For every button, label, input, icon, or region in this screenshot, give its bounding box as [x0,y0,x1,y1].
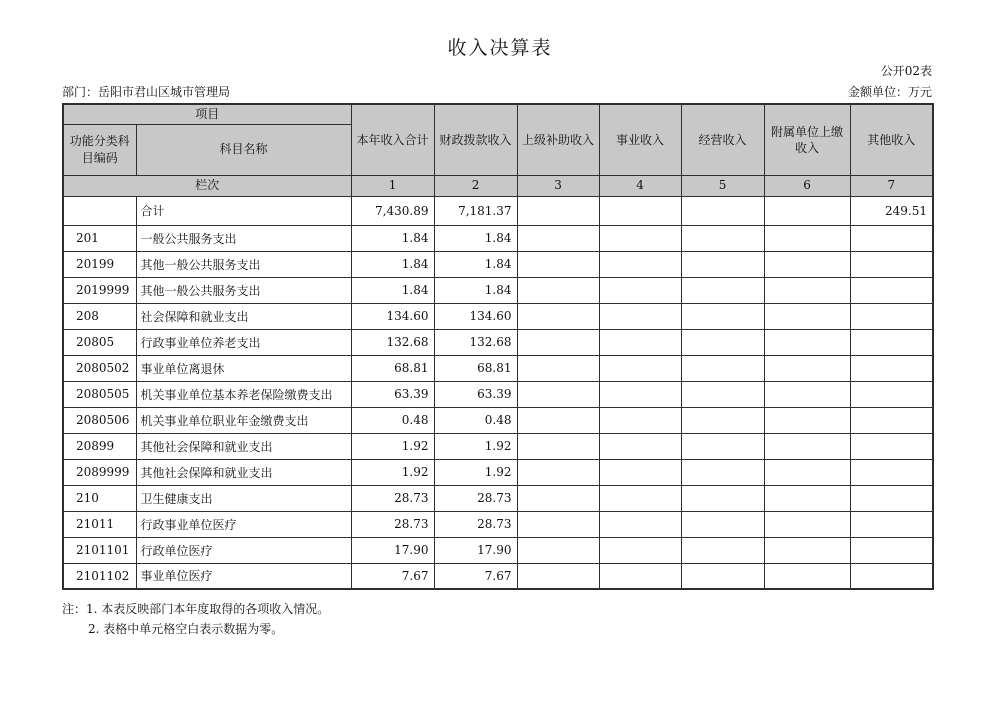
value-cell [517,196,599,225]
column-index: 5 [681,175,764,196]
value-cell [517,277,599,303]
subject-code-cell: 2019999 [63,277,136,303]
value-cell [517,433,599,459]
table-row [63,433,933,459]
table-row [63,225,933,251]
value-cell [599,433,681,459]
value-cell [599,277,681,303]
value-cell [681,381,764,407]
subject-name-cell: 事业单位医疗 [136,563,351,589]
value-cell [850,303,933,329]
value-cell [517,225,599,251]
value-cell [764,303,850,329]
value-cell [681,433,764,459]
subject-code-cell: 2080502 [63,355,136,381]
subject-code-cell: 210 [63,485,136,511]
value-cell [599,355,681,381]
table-row [63,303,933,329]
subject-code-cell: 2080505 [63,381,136,407]
value-cell [850,381,933,407]
column-index: 1 [351,175,434,196]
value-cell: 132.68 [351,329,434,355]
value-cell [764,485,850,511]
value-cell: 134.60 [434,303,517,329]
value-cell: 17.90 [434,537,517,563]
value-cell [681,277,764,303]
footnote-2: 2. 表格中单元格空白表示数据为零。 [88,622,284,636]
value-cell [850,433,933,459]
value-cell: 7,181.37 [434,196,517,225]
value-cell [599,537,681,563]
subject-code-cell: 2080506 [63,407,136,433]
value-cell [517,407,599,433]
income-table-body [63,196,933,589]
value-cell [599,251,681,277]
value-cell [517,511,599,537]
value-cell [764,329,850,355]
subject-name-cell: 行政事业单位养老支出 [136,329,351,355]
value-cell: 63.39 [434,381,517,407]
value-cell [599,381,681,407]
value-cell: 7,430.89 [351,196,434,225]
value-cell [681,196,764,225]
column-index: 2 [434,175,517,196]
value-cell [599,459,681,485]
table-row [63,485,933,511]
value-cell [850,225,933,251]
value-cell: 7.67 [434,563,517,589]
value-cell: 68.81 [351,355,434,381]
subject-name-cell: 合计 [136,196,351,225]
subject-name-cell: 行政事业单位医疗 [136,511,351,537]
value-cell [850,277,933,303]
footnote-1: 注：1. 本表反映部门本年度取得的各项收入情况。 [62,602,330,616]
value-cell: 1.92 [434,459,517,485]
subject-name-cell: 行政单位医疗 [136,537,351,563]
value-cell: 63.39 [351,381,434,407]
table-row [63,407,933,433]
value-cell [681,251,764,277]
header-col-superior-subsidy: 上级补助收入 [517,104,599,175]
value-cell [517,355,599,381]
header-col-fiscal-allocation: 财政拨款收入 [434,104,517,175]
subject-code-cell: 2101101 [63,537,136,563]
header-subject-name: 科目名称 [136,124,351,175]
page-title: 收入决算表 [447,37,553,59]
income-table-header [63,104,933,196]
value-cell [764,381,850,407]
table-row [63,537,933,563]
value-cell [599,407,681,433]
value-cell [681,329,764,355]
value-cell [764,433,850,459]
value-cell [599,563,681,589]
value-cell [850,563,933,589]
value-cell [764,196,850,225]
value-cell [517,251,599,277]
value-cell [850,251,933,277]
value-cell [850,537,933,563]
table-row [63,511,933,537]
value-cell [517,485,599,511]
table-row [63,381,933,407]
header-col-total-income: 本年收入合计 [351,104,434,175]
subject-name-cell: 一般公共服务支出 [136,225,351,251]
income-table [62,103,934,590]
value-cell [681,459,764,485]
subject-name-cell: 其他社会保障和就业支出 [136,433,351,459]
total-row [63,196,933,225]
column-index: 4 [599,175,681,196]
value-cell: 134.60 [351,303,434,329]
footnotes [62,599,329,639]
value-cell [681,355,764,381]
value-cell [517,563,599,589]
header-subject-code: 功能分类科目编码 [63,124,136,175]
value-cell [850,407,933,433]
value-cell [681,225,764,251]
subject-name-cell: 其他一般公共服务支出 [136,277,351,303]
value-cell: 0.48 [434,407,517,433]
value-cell [764,355,850,381]
subject-code-cell: 21011 [63,511,136,537]
value-cell [681,485,764,511]
value-cell [850,485,933,511]
header-col-business-income: 事业收入 [599,104,681,175]
table-row [63,563,933,589]
value-cell: 132.68 [434,329,517,355]
value-cell [599,485,681,511]
value-cell: 1.84 [351,251,434,277]
header-col-affiliate-remit: 附属单位上缴收入 [764,104,850,175]
form-code-label: 公开02表 [880,64,932,78]
value-cell [850,329,933,355]
meta-row [62,83,932,100]
table-row [63,277,933,303]
value-cell: 28.73 [434,511,517,537]
subject-code-cell: 201 [63,225,136,251]
value-cell: 1.92 [434,433,517,459]
value-cell [681,563,764,589]
value-cell [599,196,681,225]
value-cell: 7.67 [351,563,434,589]
value-cell [599,329,681,355]
value-cell [517,381,599,407]
subject-name-cell: 其他社会保障和就业支出 [136,459,351,485]
subject-name-cell: 社会保障和就业支出 [136,303,351,329]
value-cell [850,511,933,537]
value-cell: 1.84 [434,251,517,277]
value-cell [681,511,764,537]
subject-code-cell: 20199 [63,251,136,277]
value-cell: 1.84 [434,225,517,251]
subject-code-cell [63,196,136,225]
value-cell [517,537,599,563]
column-index: 7 [850,175,933,196]
value-cell: 1.84 [351,225,434,251]
subject-code-cell: 208 [63,303,136,329]
header-col-other-income: 其他收入 [850,104,933,175]
subject-code-cell: 2089999 [63,459,136,485]
value-cell [764,251,850,277]
subject-name-cell: 其他一般公共服务支出 [136,251,351,277]
value-cell [517,329,599,355]
value-cell: 0.48 [351,407,434,433]
column-index: 6 [764,175,850,196]
column-index: 3 [517,175,599,196]
value-cell: 17.90 [351,537,434,563]
value-cell [764,277,850,303]
header-col-operating-income: 经营收入 [681,104,764,175]
table-row [63,355,933,381]
value-cell: 28.73 [351,485,434,511]
value-cell: 68.81 [434,355,517,381]
table-row [63,459,933,485]
value-cell [764,459,850,485]
value-cell: 1.84 [351,277,434,303]
subject-name-cell: 事业单位离退休 [136,355,351,381]
header-row-project [63,104,933,124]
value-cell [764,407,850,433]
value-cell: 28.73 [434,485,517,511]
value-cell [764,225,850,251]
header-project: 项目 [63,104,351,124]
value-cell [681,303,764,329]
header-column-index-label: 栏次 [63,175,351,196]
value-cell: 1.92 [351,433,434,459]
subject-code-cell: 20899 [63,433,136,459]
value-cell [599,225,681,251]
subject-code-cell: 20805 [63,329,136,355]
department-label: 部门：岳阳市君山区城市管理局 [62,85,231,99]
subject-name-cell: 机关事业单位职业年金缴费支出 [136,407,351,433]
value-cell [850,459,933,485]
value-cell [599,303,681,329]
subject-name-cell: 机关事业单位基本养老保险缴费支出 [136,381,351,407]
value-cell [599,511,681,537]
table-row [63,329,933,355]
value-cell [764,511,850,537]
value-cell: 28.73 [351,511,434,537]
value-cell [517,459,599,485]
value-cell [764,537,850,563]
value-cell: 249.51 [850,196,933,225]
unit-label: 金额单位：万元 [847,85,932,99]
value-cell [517,303,599,329]
value-cell: 1.92 [351,459,434,485]
value-cell [764,563,850,589]
subject-code-cell: 2101102 [63,563,136,589]
value-cell [681,407,764,433]
value-cell: 1.84 [434,277,517,303]
value-cell [850,355,933,381]
header-row-column-index [63,175,933,196]
subject-name-cell: 卫生健康支出 [136,485,351,511]
table-row [63,251,933,277]
value-cell [681,537,764,563]
